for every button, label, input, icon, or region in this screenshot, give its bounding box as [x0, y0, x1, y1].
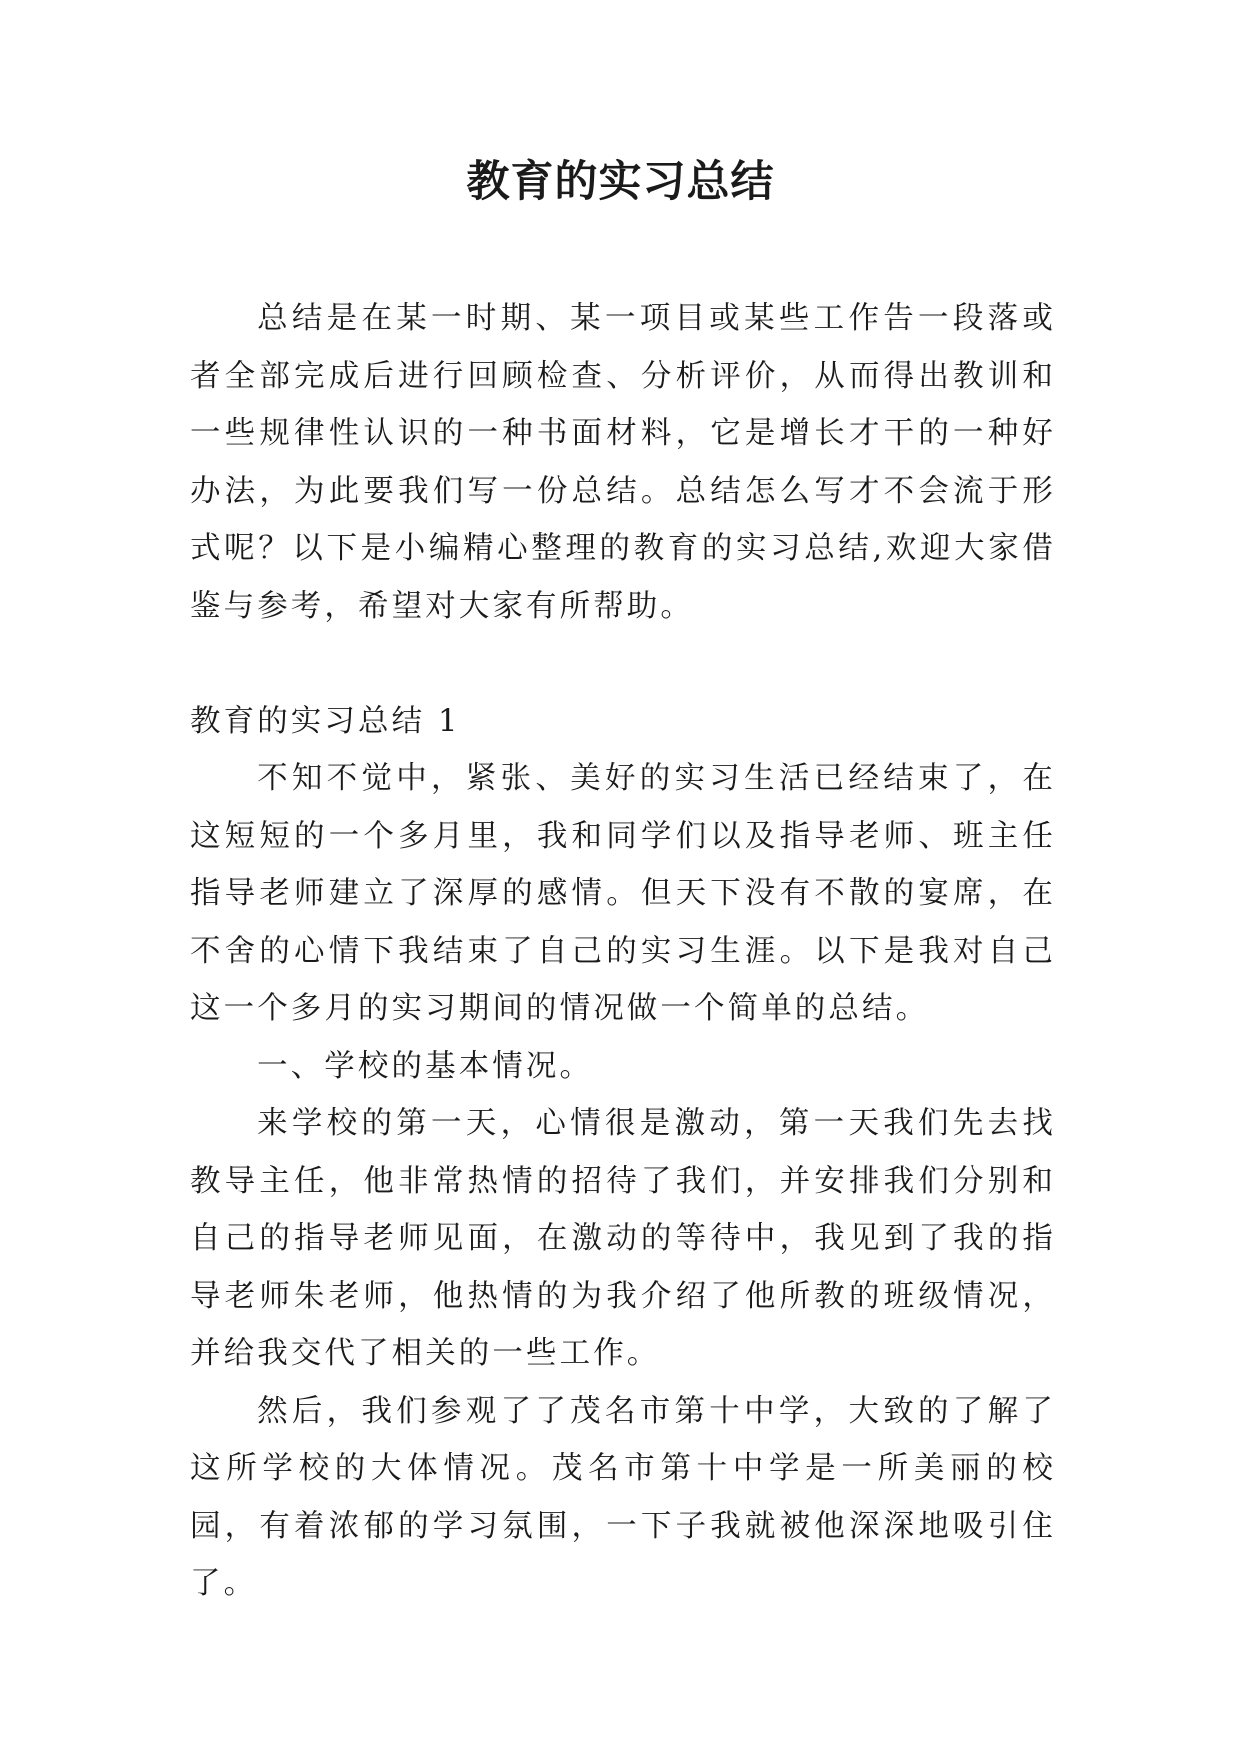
- body-paragraph: 然后，我们参观了了茂名市第十中学，大致的了解了这所学校的大体情况。茂名市第十中学是一所美丽的校园，有着浓郁的学习氛围，一下子我就被他深深地吸引住了。: [190, 1393, 1056, 1601]
- document-body: [190, 290, 1056, 1613]
- body-paragraph: 不知不觉中，紧张、美好的实习生活已经结束了，在这短短的一个多月里，我和同学们以及指导老师、班主任指导老师建立了深厚的感情。但天下没有不散的宴席，在不舍的心情下我结束了自己的实习生涯。以下是我对自己这一个多月的实习期间的情况做一个简单的总结。: [190, 761, 1056, 1026]
- body-paragraph: 来学校的第一天，心情很是激动，第一天我们先去找教导主任，他非常热情的招待了我们，并安排我们分别和自己的指导老师见面，在激动的等待中，我见到了我的指导老师朱老师，他热情的为我介绍了他所教的班级情况，并给我交代了相关的一些工作。: [190, 1106, 1056, 1371]
- subsection-heading: 一、学校的基本情况。: [257, 1048, 594, 1084]
- intro-paragraph: 总结是在某一时期、某一项目或某些工作告一段落或者全部完成后进行回顾检查、分析评价，从而得出教训和一些规律性认识的一种书面材料，它是增长才干的一种好办法，为此要我们写一份总结。总结怎么写才不会流于形式呢？以下是小编精心整理的教育的实习总结,欢迎大家借鉴与参考，希望对大家有所帮助。: [190, 301, 1056, 624]
- document-title: 教育的实习总结: [466, 157, 775, 207]
- section-heading: 教育的实习总结 1: [190, 703, 461, 739]
